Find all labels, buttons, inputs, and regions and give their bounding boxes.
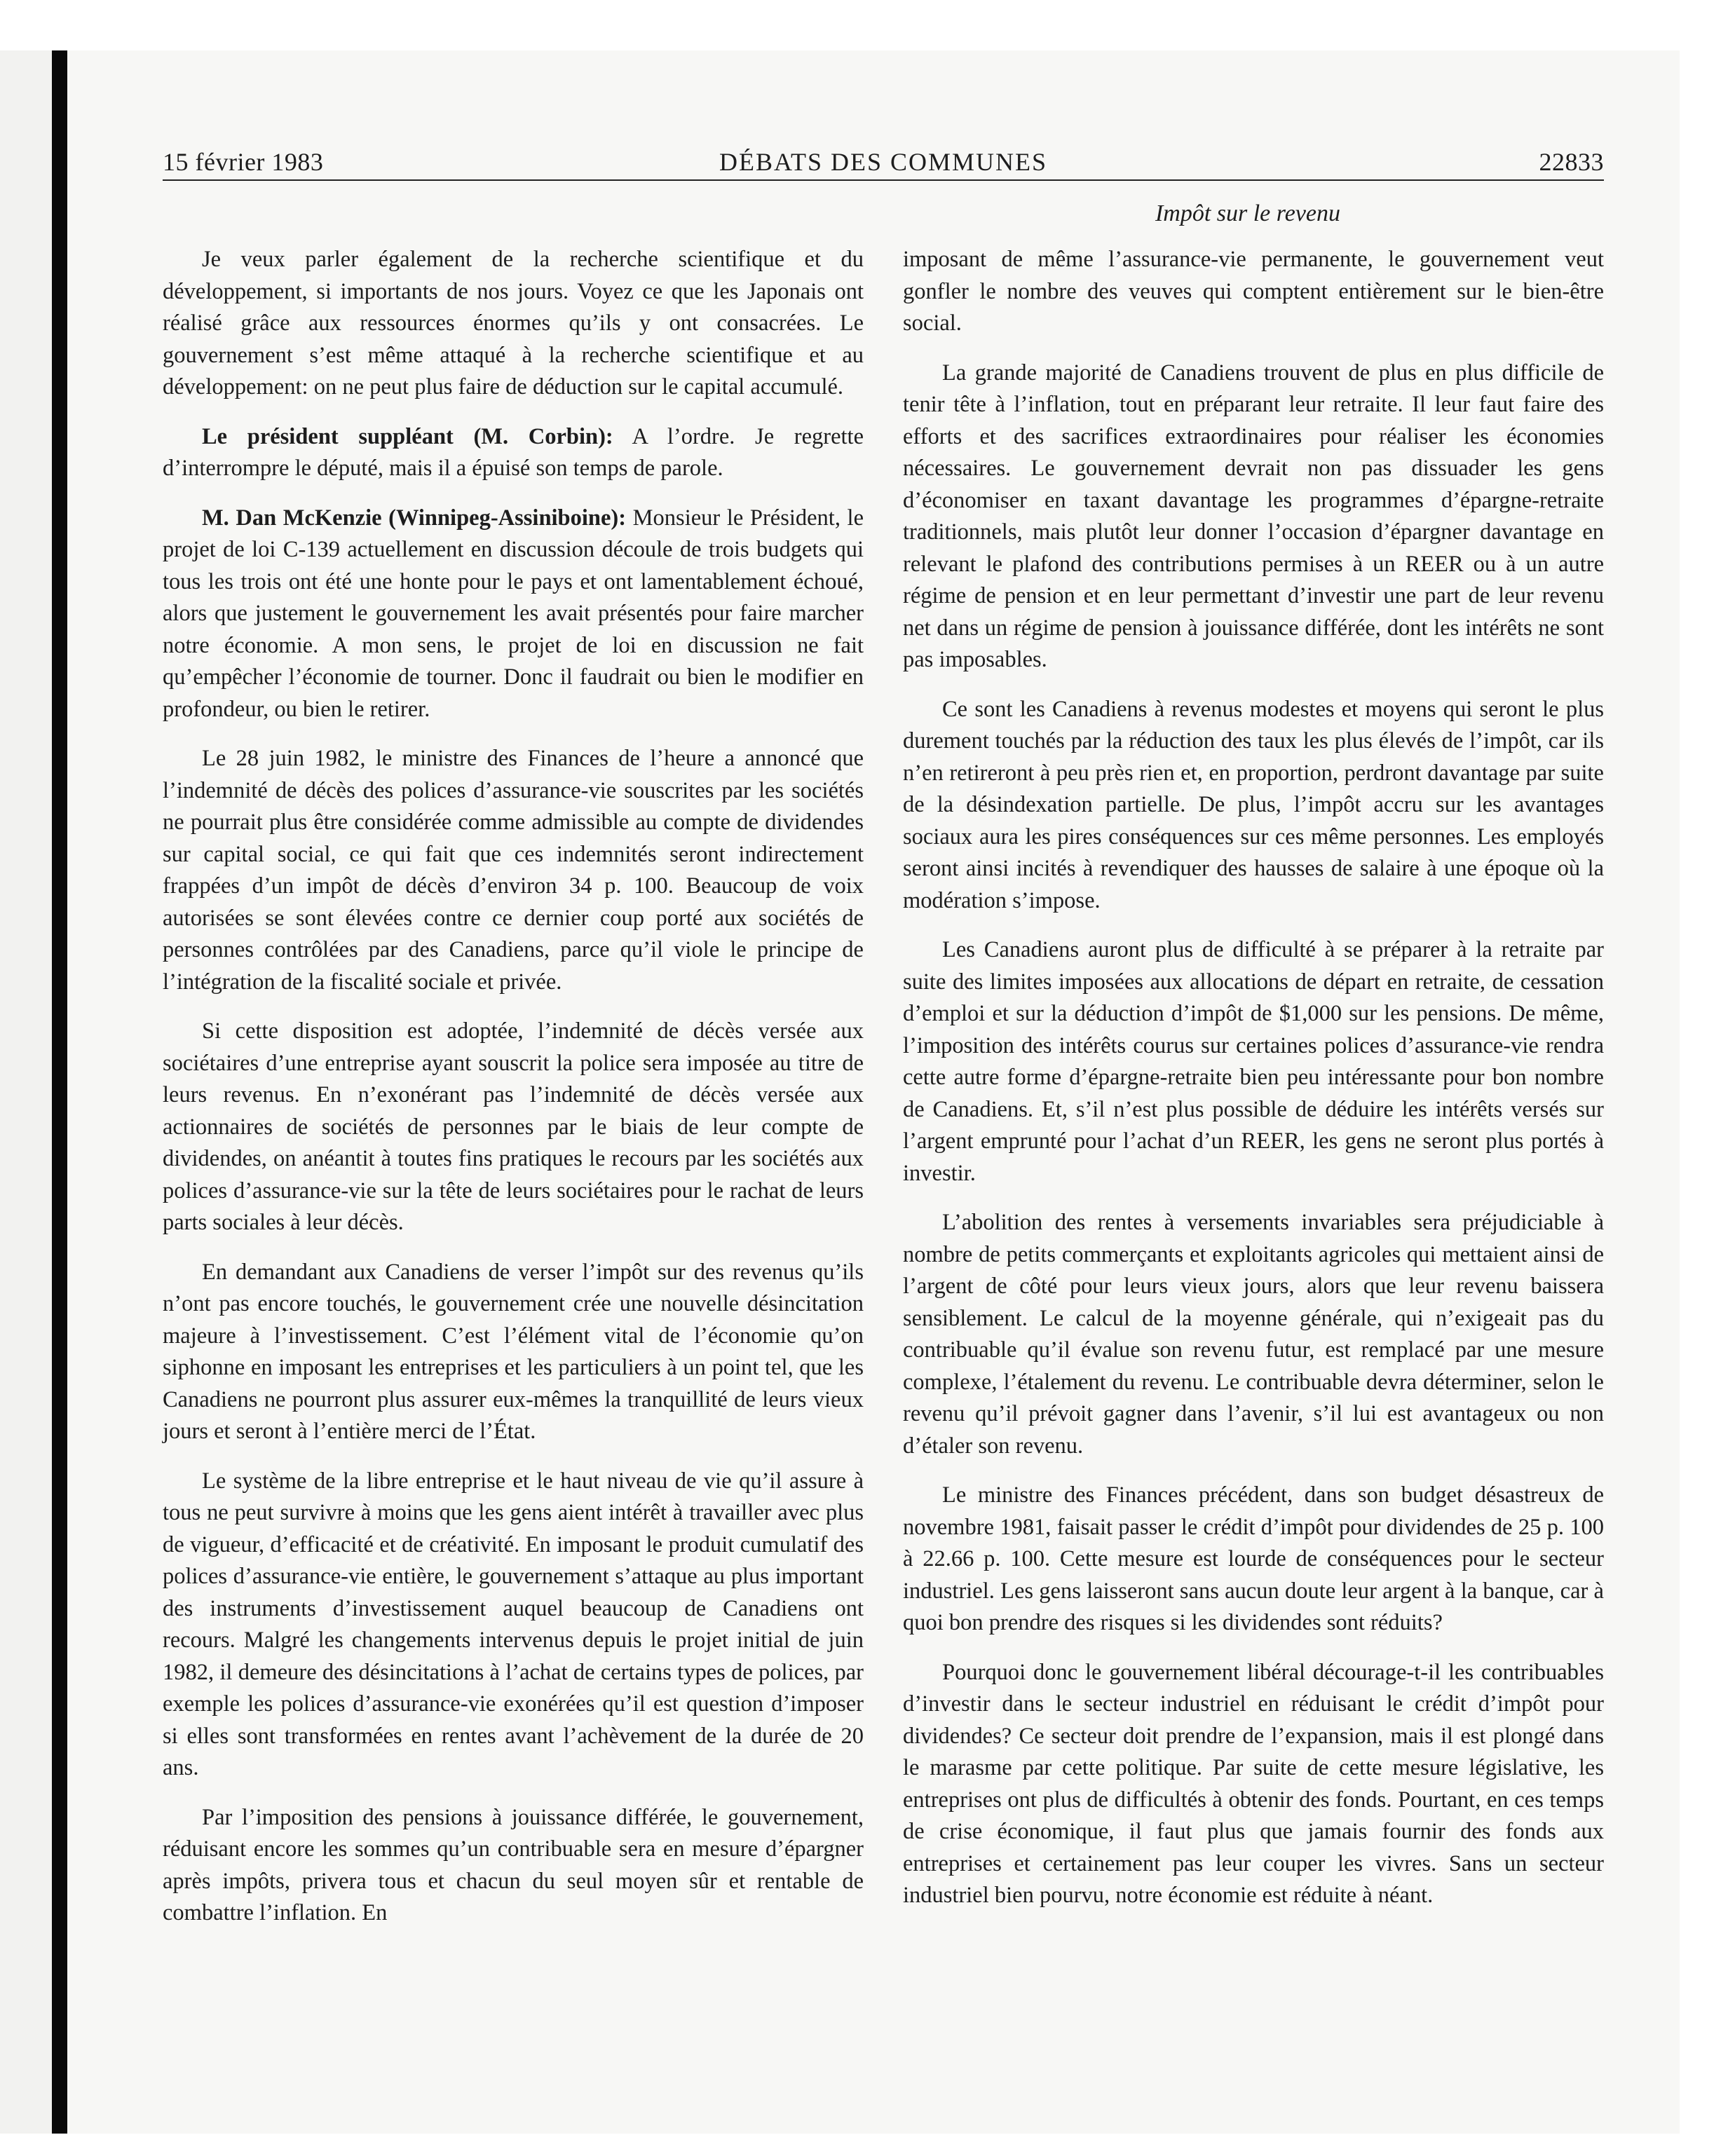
header-page-number: 22833 [1539, 148, 1604, 176]
speech-text: Monsieur le Président, le projet de loi C-139 actuellement en discussion découle de trois budgets qui tous les trois ont été une honte pour le pays et ont lamentablement échoué, alors que justement le gouvernement les avait présentés pour faire marcher notre économie. A mon sens, le projet de loi en discussion ne fait qu’empêcher l’économie de tourner. Donc il faudrait ou bien le modifier en profondeur, ou bien le retirer. [163, 505, 864, 722]
speech-text: A l’ordre. Je regrette d’interrompre le député, mais il a épuisé son temps de parole. [163, 423, 864, 481]
right-column [903, 244, 1604, 1930]
speaker-name: Le président suppléant (M. Corbin): [202, 423, 613, 449]
paragraph: En demandant aux Canadiens de verser l’impôt sur des revenus qu’ils n’ont pas encore touchés, le gouvernement crée une nouvelle désincitation majeure à l’investissement. C’est l’élément vital de l’économie qu’on siphonne en imposant les entreprises et les particuliers à un point tel, que les Canadiens ne pourront plus assurer eux-mêmes la tranquillité de leurs vieux jours et seront à l’entière merci de l’État. [163, 1259, 864, 1444]
paragraph: Le 28 juin 1982, le ministre des Finances de l’heure a annoncé que l’indemnité de décès des polices d’assurance-vie souscrites par les sociétés ne pourrait plus être considérée comme admissible au compte de dividendes sur capital social, ce qui fait que ces indemnités seront indirectement frappées d’un impôt de décès d’environ 34 p. 100. Beaucoup de voix autorisées se sont élevées contre ce dernier coup porté aux sociétés de personnes contrôlées par des Canadiens, parce qu’il viole le principe de l’intégration de la fiscalité sociale et privée. [163, 746, 864, 995]
paragraph: Pourquoi donc le gouvernement libéral décourage-t-il les contribuables d’investir dans le secteur industriel en réduisant le crédit d’impôt pour dividendes? Ce secteur doit prendre de l’expansion, mais il est plongé dans le marasme par cette politique. Par suite de cette mesure législative, les entreprises ont plus de difficultés à obtenir des fonds. Pourtant, en ces temps de crise économique, il faut plus que jamais fournir des fonds aux entreprises et certainement pas leur couper les vivres. Sans un secteur industriel bien pourvu, notre économie est réduite à néant. [903, 1659, 1604, 1908]
paragraph: Par l’imposition des pensions à jouissance différée, le gouvernement, réduisant encore les sommes qu’un contribuable sera en mesure d’épargner après impôts, privera tous et chacun du seul moyen sûr et rentable de combattre l’inflation. En [163, 1804, 864, 1925]
paragraph [163, 421, 864, 485]
paragraph: L’abolition des rentes à versements invariables sera préjudiciable à nombre de petits commerçants et exploitants agricoles qui mettaient ainsi de l’argent de côté pour leurs vieux jours, alors que leur revenu baissera sensiblement. Le calcul de la moyenne générale, qui n’exigeait pas du contribuable qu’il évalue son revenu futur, est remplacé par une mesure complexe, l’étalement du revenu. Le contribuable devra déterminer, selon le revenu qu’il prévoit gagner dans l’avenir, s’il lui est avantageux ou non d’étaler son revenu. [903, 1210, 1604, 1459]
header-rule [163, 179, 1604, 181]
paragraph: Le système de la libre entreprise et le haut niveau de vie qu’il assure à tous ne peut survivre à moins que les gens aient intérêt à travailler avec plus de vigueur, d’efficacité et de créativité. En imposant le produit cumulatif des polices d’assurance-vie entière, le gouvernement s’attaque au plus important des instruments d’investissement auquel beaucoup de Canadiens ont recours. Malgré les changements intervenus depuis le projet initial de juin 1982, il demeure des désincitations à l’achat de certains types de polices, par exemple les polices d’assurance-vie exonérées qu’il est question d’imposer si elles sont transformées en rentes avant l’achèvement de la durée de 20 ans. [163, 1468, 864, 1780]
speaker-name: M. Dan McKenzie (Winnipeg-Assiniboine): [202, 505, 627, 531]
header-date: 15 février 1983 [163, 148, 324, 176]
paragraph: Si cette disposition est adoptée, l’indemnité de décès versée aux sociétaires d’une entreprise ayant souscrit la police sera imposée au titre de leurs revenus. En n’exonérant pas l’indemnité de décès versée aux actionnaires de sociétés de personnes par le biais de leur compte de dividendes, on anéantit à toutes fins pratiques le recours par les sociétés aux polices d’assurance-vie sur la tête de leurs sociétaires pour le rachat de leurs parts sociales à leur décès. [163, 1018, 864, 1235]
header-publication: DÉBATS DES COMMUNES [719, 148, 1048, 176]
left-column [163, 244, 864, 1947]
section-heading: Impôt sur le revenu [1155, 200, 1341, 226]
paragraph: Ce sont les Canadiens à revenus modestes et moyens qui seront le plus durement touchés par la réduction des taux les plus élevés de l’impôt, car ils n’en retireront à peu près rien et, en proportion, perdront davantage par suite de la désindexation partielle. De plus, l’impôt accru sur les avantages sociaux aura les pires conséquences sur ces même personnes. Les employés seront ainsi incités à revendiquer des hausses de salaire à une époque où la modération s’impose. [903, 696, 1604, 913]
paragraph [163, 503, 864, 726]
scan-binding-edge [52, 50, 67, 2134]
paragraph: Je veux parler également de la recherche scientifique et du développement, si importants de nos jours. Voyez ce que les Japonais ont réalisé grâce aux ressources énormes qu’ils y ont consacrées. Le gouvernement s’est même attaqué à la recherche scientifique et au développement: on ne peut plus faire de déduction sur le capital accumulé. [163, 247, 864, 400]
paragraph: La grande majorité de Canadiens trouvent de plus en plus difficile de tenir tête à l’inflation, tout en préparant leur retraite. Il leur faut faire des efforts et des sacrifices extraordinaires pour réaliser les économies nécessaires. Le gouvernement devrait non pas dissuader les gens d’économiser en taxant davantage les programmes d’épargne-retraite traditionnels, mais plutôt leur donner l’occasion d’épargner davantage en relevant le plafond des contributions permises à un REER ou à un autre régime de pension et en leur permettant d’investir une part de leur revenu net dans un régime de pension à jouissance différée, dont les intérêts ne sont pas imposables. [903, 360, 1604, 672]
running-header [163, 147, 1604, 179]
paragraph: Les Canadiens auront plus de difficulté à se préparer à la retraite par suite des limites imposées aux allocations de départ en retraite, de cessation d’emploi et sur la déduction d’impôt de $1,000 sur les pensions. De même, l’imposition des intérêts courus sur certaines polices d’assurance-vie rendra cette autre forme d’épargne-retraite bien peu intéressante pour bon nombre de Canadiens. Et, s’il n’est plus possible de déduire les intérêts versés sur l’argent emprunté pour l’achat d’un REER, les gens ne seront plus portés à investir. [903, 937, 1604, 1186]
paragraph: imposant de même l’assurance-vie permanente, le gouvernement veut gonfler le nombre des veuves qui comptent entièrement sur le bien-être social. [903, 247, 1604, 336]
paragraph: Le ministre des Finances précédent, dans son budget désastreux de novembre 1981, faisait passer le crédit d’impôt pour dividendes de 25 p. 100 à 22.66 p. 100. Cette mesure est lourde de conséquences pour le secteur industriel. Les gens laisseront sans aucun doute leur argent à la banque, car à quoi bon prendre des risques si les dividendes sont réduits? [903, 1482, 1604, 1635]
